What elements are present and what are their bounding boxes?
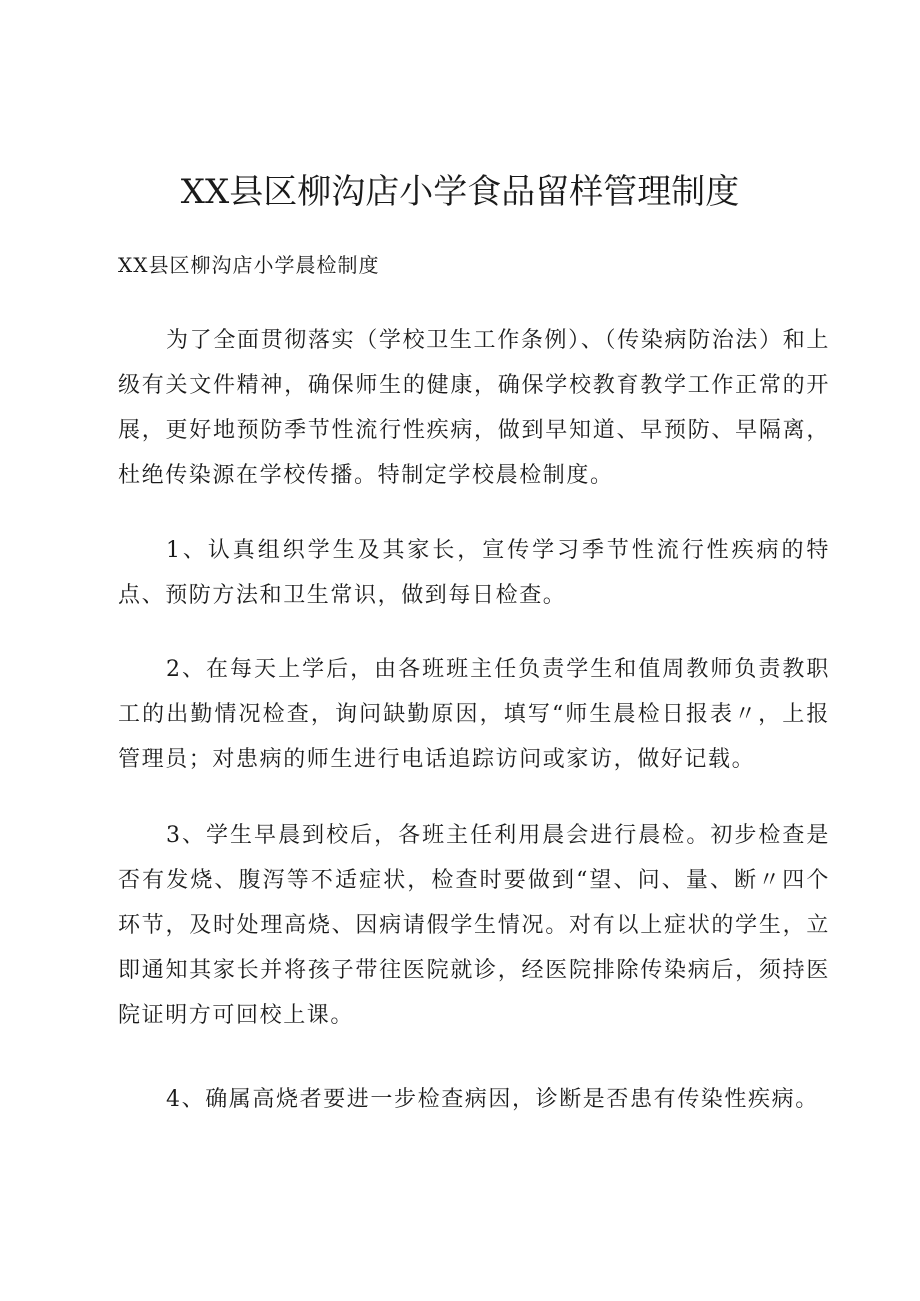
paragraph-item-2: 2、在每天上学后，由各班班主任负责学生和值周教师负责教职工的出勤情况检查，询问缺勤原因，填写“师生晨检日报表〃，上报管理员；对患病的师生进行电话追踪访问或家访，做好记载。 — [118, 657, 830, 772]
paragraph-item-4: 4、确属高烧者要进一步检查病因，诊断是否患有传染性疾病。 — [166, 1087, 819, 1112]
paragraph-item-1: 1、认真组织学生及其家长，宣传学习季节性流行性疾病的特点、预防方法和卫生常识，做到每日检查。 — [118, 538, 830, 608]
paragraph-item-3: 3、学生早晨到校后，各班主任利用晨会进行晨检。初步检查是否有发烧、腹泻等不适症状，检查时要做到“望、问、量、断〃四个环节，及时处理高烧、因病请假学生情况。对有以上症状的学生，立即通知其家长并将孩子带往医院就诊，经医院排除传染病后，须持医院证明方可回校上课。 — [118, 823, 830, 1028]
document-subtitle: XX县区柳沟店小学晨检制度 — [118, 253, 380, 277]
document-title: XX县区柳沟店小学食品留样管理制度 — [180, 172, 740, 212]
paragraph-intro: 为了全面贯彻落实（学校卫生工作条例）、（传染病防治法）和上级有关文件精神，确保师生的健康，确保学校教育教学工作正常的开展，更好地预防季节性流行性疾病，做到早知道、早预防、早隔离，杜绝传染源在学校传播。特制定学校晨检制度。 — [118, 328, 830, 488]
